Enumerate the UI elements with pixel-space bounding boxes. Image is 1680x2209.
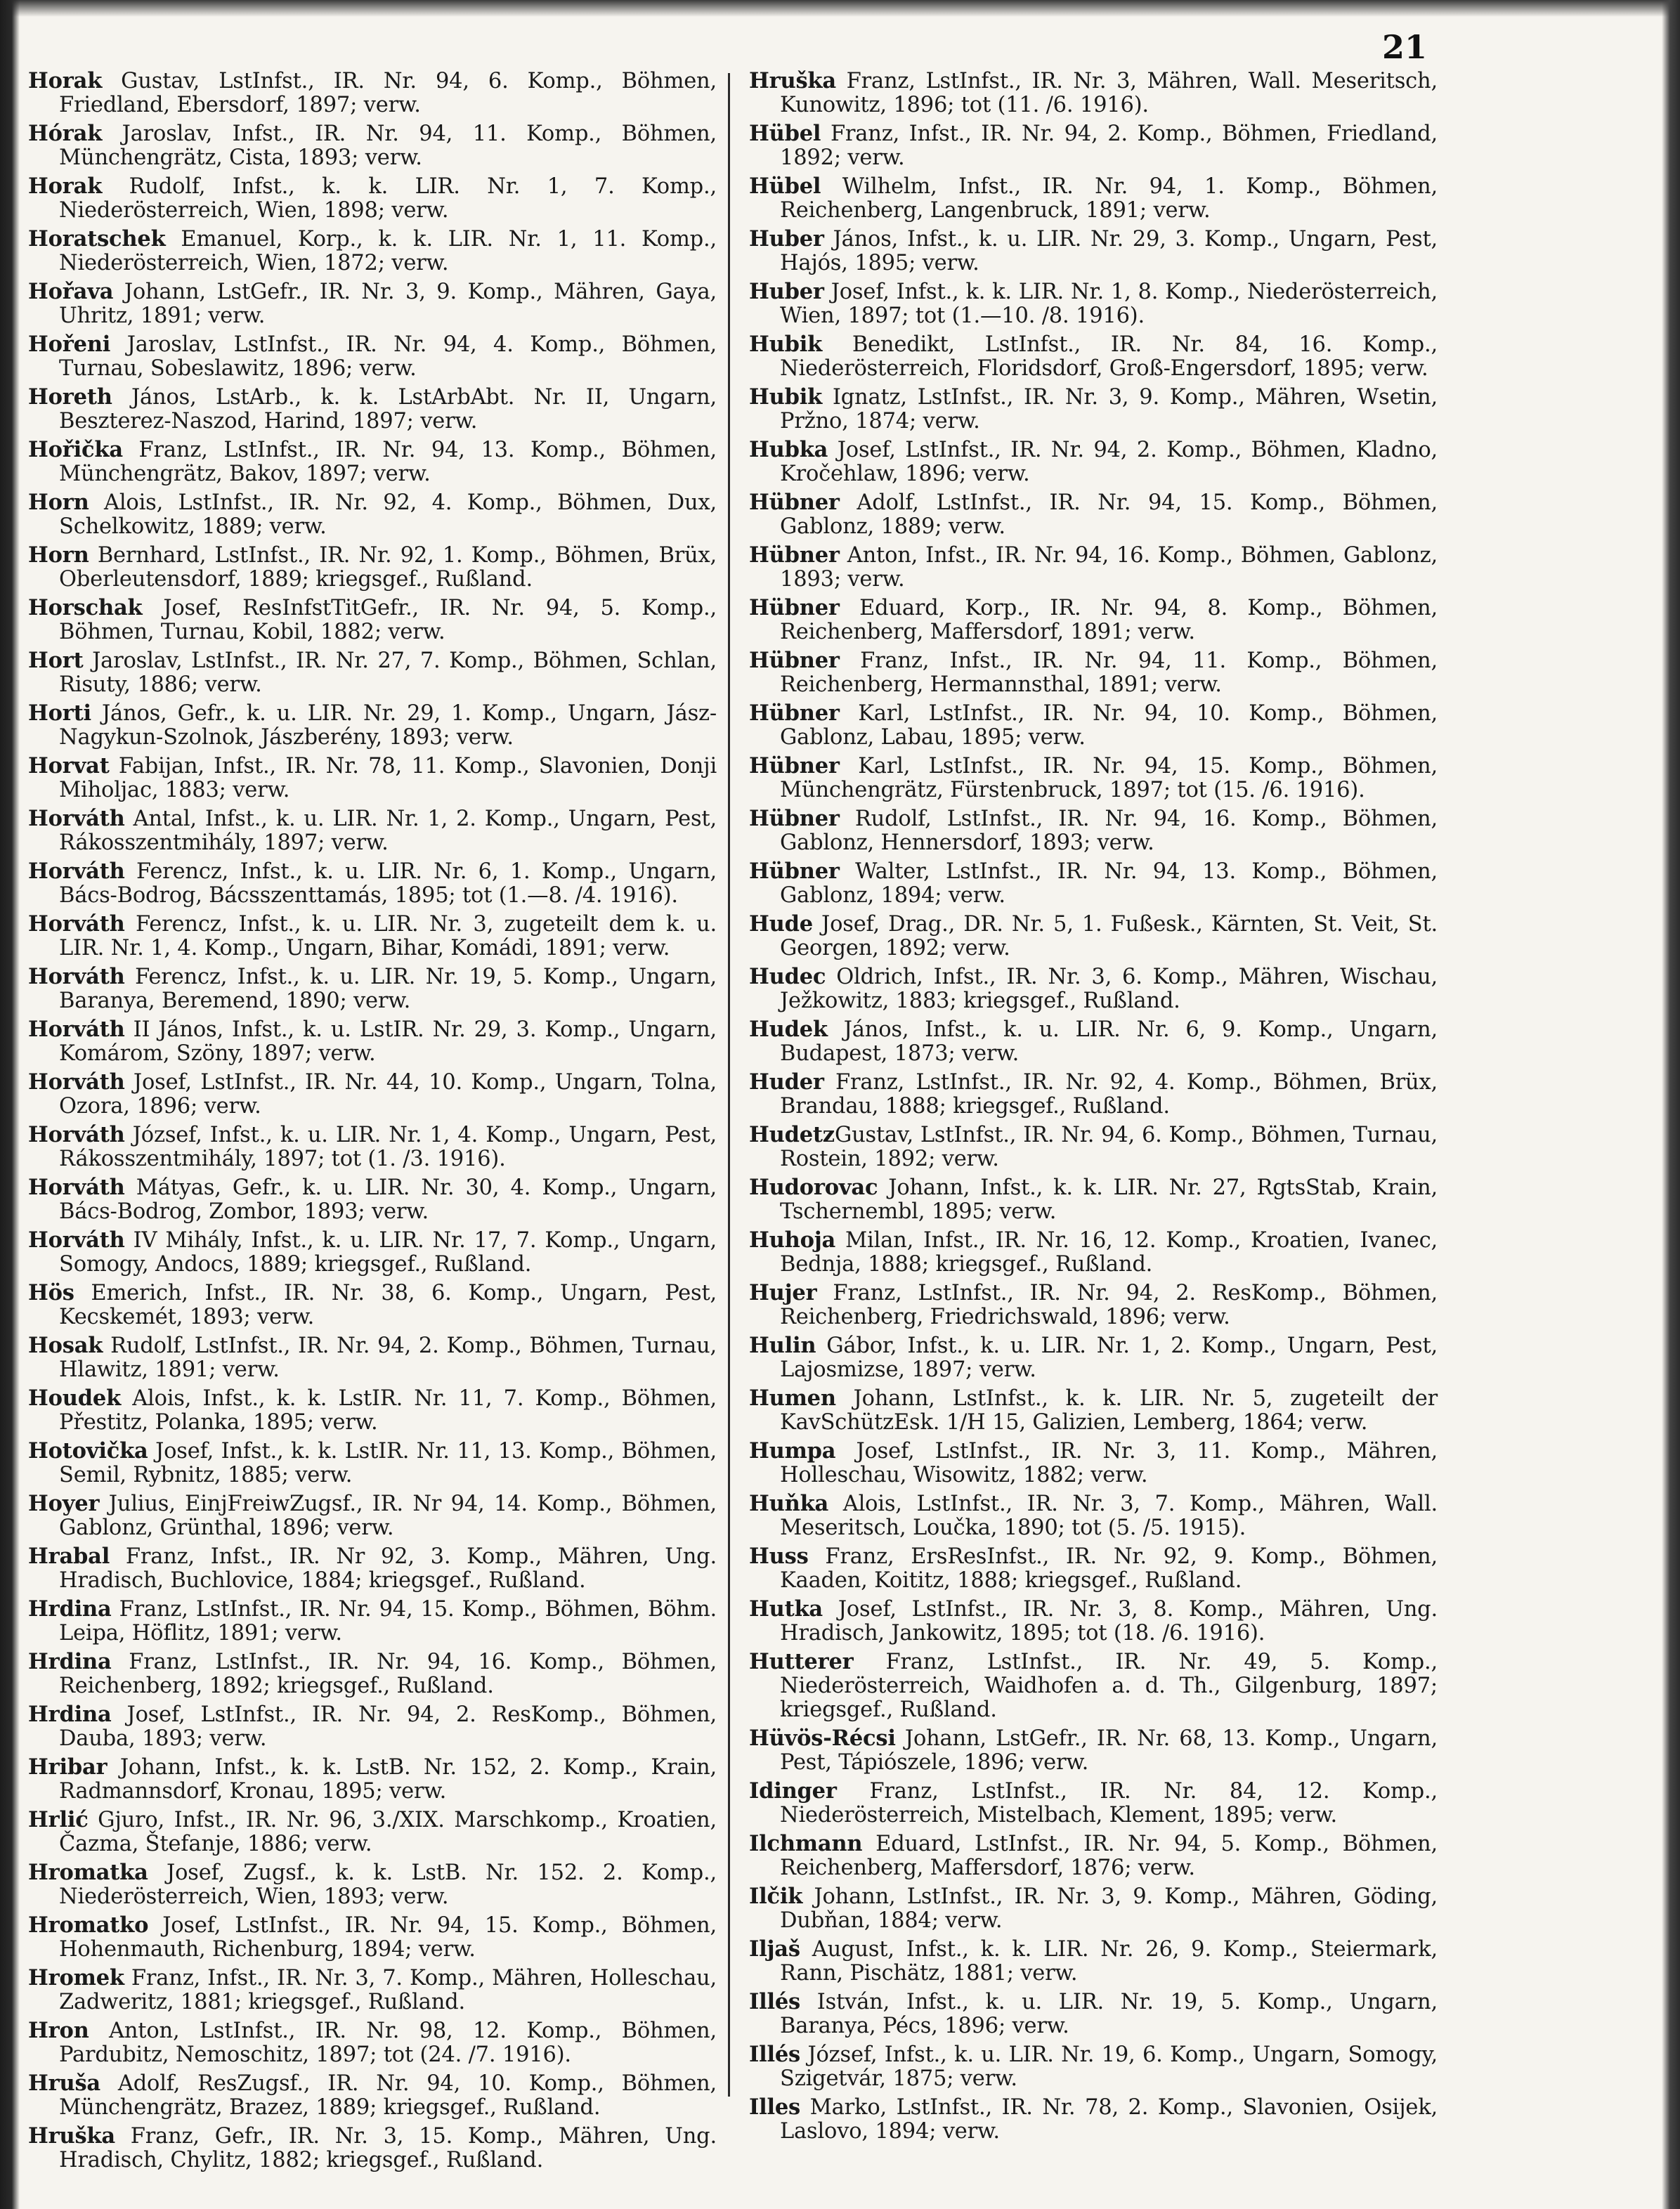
entry-surname: Horváth bbox=[28, 964, 125, 989]
list-item bbox=[749, 227, 1438, 275]
entry-surname: Horváth bbox=[28, 1017, 125, 1042]
list-item bbox=[28, 1913, 717, 1962]
right-column bbox=[749, 69, 1438, 2148]
page-number: 21 bbox=[1381, 28, 1427, 66]
list-item bbox=[749, 649, 1438, 697]
entry-surname: Hübner bbox=[749, 648, 840, 673]
entry-details: Adolf, LstInfst., IR. Nr. 94, 15. Komp., Böhmen, Gablonz, 1889; verw. bbox=[780, 490, 1438, 539]
list-item bbox=[28, 490, 717, 539]
entry-details: Bernhard, LstInfst., IR. Nr. 92, 1. Komp., Böhmen, Brüx, Oberleutensdorf, 1889; kriegsgef., Rußland. bbox=[59, 543, 717, 592]
list-item bbox=[28, 965, 717, 1013]
entry-details: Josef, LstInfst., IR. Nr. 94, 2. Komp., Böhmen, Kladno, Kročehlaw, 1896; verw. bbox=[780, 438, 1438, 486]
list-item bbox=[28, 174, 717, 223]
entry-surname: Horváth bbox=[28, 1175, 125, 1200]
entry-surname: Hrdina bbox=[28, 1649, 112, 1674]
entry-surname: Hotovička bbox=[28, 1438, 148, 1464]
scan-shadow-left bbox=[0, 0, 20, 2209]
entry-details: Ignatz, LstInfst., IR. Nr. 3, 9. Komp., Mähren, Wsetin, Pržno, 1874; verw. bbox=[780, 385, 1438, 434]
entry-surname: Hořava bbox=[28, 279, 114, 304]
entry-surname: Hübel bbox=[749, 174, 821, 199]
list-item bbox=[28, 122, 717, 170]
entry-details: Josef, Infst., k. k. LIR. Nr. 1, 8. Komp., Niederösterreich, Wien, 1897; tot (1.—10. /8. 1916). bbox=[780, 280, 1438, 328]
entry-details: Jaroslav, Infst., IR. Nr. 94, 11. Komp., Böhmen, Münchengrätz, Cista, 1893; verw. bbox=[59, 122, 717, 170]
list-item bbox=[749, 1439, 1438, 1487]
list-item bbox=[749, 754, 1438, 802]
entry-surname: Hrlić bbox=[28, 1807, 89, 1832]
entry-surname: Hös bbox=[28, 1280, 74, 1305]
list-item bbox=[28, 1702, 717, 1751]
list-item bbox=[749, 1650, 1438, 1722]
entry-details: Josef, ResInfstTitGefr., IR. Nr. 94, 5. Komp., Böhmen, Turnau, Kobil, 1882; verw. bbox=[59, 596, 717, 644]
entry-details: Eduard, LstInfst., IR. Nr. 94, 5. Komp., Böhmen, Reichenberg, Maffersdorf, 1876; verw. bbox=[780, 1832, 1438, 1880]
entry-surname: Humpa bbox=[749, 1438, 836, 1464]
entry-surname: Hübel bbox=[749, 121, 821, 146]
list-item bbox=[28, 912, 717, 960]
list-item bbox=[749, 385, 1438, 434]
entry-surname: Hořeni bbox=[28, 332, 111, 357]
entry-details: Franz, LstInfst., IR. Nr. 92, 4. Komp., Böhmen, Brüx, Brandau, 1888; kriegsgef., Rußland. bbox=[780, 1070, 1438, 1119]
entry-surname: Horváth bbox=[28, 1069, 125, 1095]
entry-surname: Humen bbox=[749, 1386, 836, 1411]
list-item bbox=[749, 1070, 1438, 1119]
entry-surname: Hron bbox=[28, 2018, 89, 2043]
list-item bbox=[749, 1123, 1438, 1171]
entry-surname: Hübner bbox=[749, 490, 840, 515]
entry-details: Anton, Infst., IR. Nr. 94, 16. Komp., Böhmen, Gablonz, 1893; verw. bbox=[780, 543, 1438, 592]
list-item bbox=[749, 1937, 1438, 1986]
list-item bbox=[28, 280, 717, 328]
list-item bbox=[28, 227, 717, 275]
entry-details: Franz, LstInfst., IR. Nr. 49, 5. Komp., Niederösterreich, Waidhofen a. d. Th., Gilgenburg, 1897; kriegsgef., Rußland. bbox=[780, 1650, 1438, 1722]
entry-surname: Horn bbox=[28, 490, 89, 515]
entry-details: August, Infst., k. k. LIR. Nr. 26, 9. Komp., Steiermark, Rann, Pischätz, 1881; verw. bbox=[780, 1937, 1438, 1986]
entry-details: István, Infst., k. u. LIR. Nr. 19, 5. Komp., Ungarn, Baranya, Pécs, 1896; verw. bbox=[780, 1990, 1438, 2038]
entry-surname: Horak bbox=[28, 68, 103, 93]
entry-surname: Hruša bbox=[28, 2071, 100, 2096]
list-item bbox=[749, 1726, 1438, 1775]
entry-surname: Hort bbox=[28, 648, 84, 673]
list-item bbox=[749, 332, 1438, 381]
entry-details: Alois, LstInfst., IR. Nr. 92, 4. Komp., Böhmen, Dux, Schelkowitz, 1889; verw. bbox=[59, 490, 717, 539]
entry-surname: Horak bbox=[28, 174, 103, 199]
list-item bbox=[749, 965, 1438, 1013]
entry-surname: Hudorovac bbox=[749, 1175, 878, 1200]
entry-surname: Hubik bbox=[749, 384, 823, 410]
list-item bbox=[749, 807, 1438, 855]
list-item bbox=[28, 649, 717, 697]
entry-details: Rudolf, Infst., k. k. LIR. Nr. 1, 7. Komp., Niederösterreich, Wien, 1898; verw. bbox=[59, 174, 717, 223]
list-item bbox=[28, 701, 717, 750]
list-item bbox=[749, 122, 1438, 170]
list-item bbox=[28, 1281, 717, 1329]
left-column bbox=[28, 69, 717, 2177]
entry-details: Franz, Infst., IR. Nr 92, 3. Komp., Mähren, Ung. Hradisch, Buchlovice, 1884; kriegsgef., Rußland. bbox=[59, 1544, 717, 1593]
list-item bbox=[28, 1228, 717, 1277]
entry-details: Franz, LstInfst., IR. Nr. 94, 15. Komp., Böhmen, Böhm. Leipa, Höflitz, 1891; verw. bbox=[59, 1597, 717, 1646]
entry-surname: Hübner bbox=[749, 753, 840, 778]
list-item bbox=[28, 754, 717, 802]
entry-surname: Hrdina bbox=[28, 1702, 112, 1727]
entry-details: Gustav, LstInfst., IR. Nr. 94, 6. Komp., Böhmen, Friedland, Ebersdorf, 1897; verw. bbox=[59, 69, 717, 117]
entry-surname: Horváth bbox=[28, 911, 125, 937]
list-item bbox=[28, 1650, 717, 1698]
entry-surname: Horvat bbox=[28, 753, 110, 778]
list-item bbox=[28, 1070, 717, 1119]
entry-details: Johann, LstInfst., IR. Nr. 3, 9. Komp., Mähren, Göding, Dubňan, 1884; verw. bbox=[780, 1884, 1438, 1933]
entry-surname: Hubka bbox=[749, 437, 828, 462]
entry-details: Josef, Infst., k. k. LstIR. Nr. 11, 13. Komp., Böhmen, Semil, Rybnitz, 1885; verw. bbox=[59, 1439, 717, 1487]
entry-details: IV Mihály, Infst., k. u. LIR. Nr. 17, 7. Komp., Ungarn, Somogy, Andocs, 1889; kriegsgef., Rußland. bbox=[59, 1228, 717, 1277]
entry-details: Rudolf, LstInfst., IR. Nr. 94, 2. Komp., Böhmen, Turnau, Hlawitz, 1891; verw. bbox=[59, 1334, 717, 1382]
list-item bbox=[749, 1334, 1438, 1382]
list-item bbox=[749, 2095, 1438, 2144]
entry-surname: Hromatka bbox=[28, 1860, 148, 1885]
entry-surname: Huhoja bbox=[749, 1227, 836, 1253]
entry-details: Gjuro, Infst., IR. Nr. 96, 3./XIX. Marschkomp., Kroatien, Čazma, Štefanje, 1886; verw. bbox=[59, 1808, 717, 1856]
list-item bbox=[749, 1228, 1438, 1277]
entry-details: János, Infst., k. u. LIR. Nr. 6, 9. Komp., Ungarn, Budapest, 1873; verw. bbox=[780, 1017, 1438, 1066]
entry-surname: Hribar bbox=[28, 1754, 108, 1780]
entry-surname: Hujer bbox=[749, 1280, 817, 1305]
list-item bbox=[28, 1123, 717, 1171]
entry-surname: Hořička bbox=[28, 437, 123, 462]
entry-surname: Horatschek bbox=[28, 226, 166, 252]
list-item bbox=[28, 1334, 717, 1382]
entry-details: Walter, LstInfst., IR. Nr. 94, 13. Komp., Böhmen, Gablonz, 1894; verw. bbox=[780, 859, 1438, 908]
entry-surname: Hruška bbox=[749, 68, 836, 93]
list-item bbox=[28, 385, 717, 434]
entry-details: Mátyas, Gefr., k. u. LIR. Nr. 30, 4. Komp., Ungarn, Bács-Bodrog, Zombor, 1893; verw. bbox=[59, 1175, 717, 1224]
entry-surname: Hulin bbox=[749, 1333, 816, 1358]
list-item bbox=[749, 1779, 1438, 1827]
list-item bbox=[749, 1492, 1438, 1540]
entry-surname: Hübner bbox=[749, 542, 840, 568]
list-item bbox=[28, 1492, 717, 1540]
list-item bbox=[28, 438, 717, 486]
entry-details: Adolf, ResZugsf., IR. Nr. 94, 10. Komp., Böhmen, Münchengrätz, Brazez, 1889; kriegsgef., Rußland. bbox=[59, 2071, 717, 2120]
entry-surname: Horn bbox=[28, 542, 89, 568]
list-item bbox=[749, 1884, 1438, 1933]
list-item bbox=[28, 543, 717, 592]
entry-details: Josef, LstInfst., IR. Nr. 3, 11. Komp., Mähren, Holleschau, Wisowitz, 1882; verw. bbox=[780, 1439, 1438, 1487]
entry-surname: Hromek bbox=[28, 1965, 124, 1990]
list-item bbox=[749, 69, 1438, 117]
entry-details: Josef, LstInfst., IR. Nr. 94, 15. Komp., Böhmen, Hohenmauth, Richenburg, 1894; verw. bbox=[59, 1913, 717, 1962]
entry-details: Franz, LstInfst., IR. Nr. 84, 12. Komp., Niederösterreich, Mistelbach, Klement, 1895; verw. bbox=[780, 1779, 1438, 1827]
list-item bbox=[749, 596, 1438, 644]
list-item bbox=[749, 1544, 1438, 1593]
entry-details: Josef, Zugsf., k. k. LstB. Nr. 152. 2. Komp., Niederösterreich, Wien, 1893; verw. bbox=[59, 1861, 717, 1909]
entry-surname: Hübner bbox=[749, 595, 840, 620]
entry-surname: Iljaš bbox=[749, 1936, 800, 1962]
entry-details: Franz, Infst., IR. Nr. 94, 2. Komp., Böhmen, Friedland, 1892; verw. bbox=[780, 122, 1438, 170]
list-item bbox=[28, 2071, 717, 2120]
list-item bbox=[749, 543, 1438, 592]
list-item bbox=[28, 1544, 717, 1593]
list-item bbox=[28, 1808, 717, 1856]
entry-surname: Illés bbox=[749, 1989, 801, 2014]
entry-details: Josef, LstInfst., IR. Nr. 44, 10. Komp., Ungarn, Tolna, Ozora, 1896; verw. bbox=[59, 1070, 717, 1119]
entry-surname: Horváth bbox=[28, 859, 125, 884]
entry-surname: Houdek bbox=[28, 1386, 121, 1411]
entry-surname: Hutka bbox=[749, 1596, 823, 1622]
entry-surname: Hubik bbox=[749, 332, 823, 357]
entry-details: Julius, EinjFreiwZugsf., IR. Nr 94, 14. Komp., Böhmen, Gablonz, Grünthal, 1896; verw. bbox=[59, 1492, 717, 1540]
entry-details: Wilhelm, Infst., IR. Nr. 94, 1. Komp., Böhmen, Reichenberg, Langenbruck, 1891; verw. bbox=[780, 174, 1438, 223]
entry-details: Benedikt, LstInfst., IR. Nr. 84, 16. Komp., Niederösterreich, Floridsdorf, Groß-Engersdorf, 1895; verw. bbox=[780, 332, 1438, 381]
entry-details: Fabijan, Infst., IR. Nr. 78, 11. Komp., Slavonien, Donji Miholjac, 1883; verw. bbox=[59, 754, 717, 802]
list-item bbox=[749, 859, 1438, 908]
entry-surname: Hosak bbox=[28, 1333, 103, 1358]
entry-surname: Horschak bbox=[28, 595, 143, 620]
list-item bbox=[28, 1966, 717, 2014]
entry-details: Marko, LstInfst., IR. Nr. 78, 2. Komp., Slavonien, Osijek, Laslovo, 1894; verw. bbox=[780, 2095, 1438, 2144]
list-item bbox=[28, 1175, 717, 1224]
entry-details: Alois, Infst., k. k. LstIR. Nr. 11, 7. Komp., Böhmen, Přestitz, Polanka, 1895; verw. bbox=[59, 1386, 717, 1435]
list-item bbox=[749, 1990, 1438, 2038]
entry-details: Josef, Drag., DR. Nr. 5, 1. Fußesk., Kärnten, St. Veit, St. Georgen, 1892; verw. bbox=[780, 912, 1438, 960]
entry-surname: Huber bbox=[749, 279, 824, 304]
entry-details: János, Infst., k. u. LIR. Nr. 29, 3. Komp., Ungarn, Pest, Hajós, 1895; verw. bbox=[780, 227, 1438, 275]
list-item bbox=[28, 1017, 717, 1066]
entry-details: Antal, Infst., k. u. LIR. Nr. 1, 2. Komp., Ungarn, Pest, Rákosszentmihály, 1897; verw. bbox=[59, 807, 717, 855]
entry-details: Gustav, LstInfst., IR. Nr. 94, 6. Komp., Böhmen, Turnau, Rostein, 1892; verw. bbox=[780, 1123, 1438, 1171]
list-item bbox=[749, 1017, 1438, 1066]
entry-details: Oldrich, Infst., IR. Nr. 3, 6. Komp., Mähren, Wischau, Ježkowitz, 1883; kriegsgef., Rußland. bbox=[780, 965, 1438, 1013]
entry-details: Rudolf, LstInfst., IR. Nr. 94, 16. Komp., Böhmen, Gablonz, Hennersdorf, 1893; verw. bbox=[780, 807, 1438, 855]
scan-shadow-top bbox=[0, 0, 1680, 17]
entry-surname: Hrdina bbox=[28, 1596, 112, 1622]
list-item bbox=[28, 1439, 717, 1487]
entry-details: József, Infst., k. u. LIR. Nr. 19, 6. Komp., Ungarn, Somogy, Szigetvár, 1875; verw. bbox=[780, 2042, 1438, 2091]
list-item bbox=[28, 2019, 717, 2067]
entry-details: Johann, LstGefr., IR. Nr. 68, 13. Komp., Ungarn, Pest, Tápiószele, 1896; verw. bbox=[780, 1726, 1438, 1775]
entry-surname: Huber bbox=[749, 226, 824, 252]
entry-surname: Hudec bbox=[749, 964, 826, 989]
entry-surname: Hórak bbox=[28, 121, 103, 146]
entry-details: Karl, LstInfst., IR. Nr. 94, 10. Komp., Böhmen, Gablonz, Labau, 1895; verw. bbox=[780, 701, 1438, 750]
entry-details: Karl, LstInfst., IR. Nr. 94, 15. Komp., Böhmen, Münchengrätz, Fürstenbruck, 1897; tot (15. /6. 1916). bbox=[780, 754, 1438, 802]
entry-details: Jaroslav, LstInfst., IR. Nr. 27, 7. Komp., Böhmen, Schlan, Risuty, 1886; verw. bbox=[59, 649, 717, 697]
scan-shadow-right bbox=[1662, 0, 1680, 2209]
list-item bbox=[28, 807, 717, 855]
entry-details: Ferencz, Infst., k. u. LIR. Nr. 6, 1. Komp., Ungarn, Bács-Bodrog, Bácsszenttamás, 1895; tot (1.—8. /4. 1916). bbox=[59, 859, 717, 908]
entry-surname: Hromatko bbox=[28, 1912, 149, 1938]
list-item bbox=[749, 1175, 1438, 1224]
entry-surname: Hude bbox=[749, 911, 813, 937]
list-item bbox=[749, 701, 1438, 750]
list-item bbox=[749, 1386, 1438, 1435]
entry-surname: Ilchmann bbox=[749, 1831, 863, 1856]
list-item bbox=[28, 1755, 717, 1804]
entry-details: Alois, LstInfst., IR. Nr. 3, 7. Komp., Mähren, Wall. Meseritsch, Loučka, 1890; tot (5. /5. 1915). bbox=[780, 1492, 1438, 1540]
entry-details: Josef, LstInfst., IR. Nr. 3, 8. Komp., Mähren, Ung. Hradisch, Jankowitz, 1895; tot (18. /6. 1916). bbox=[780, 1597, 1438, 1646]
entry-details: Eduard, Korp., IR. Nr. 94, 8. Komp., Böhmen, Reichenberg, Maffersdorf, 1891; verw. bbox=[780, 596, 1438, 644]
list-item bbox=[28, 596, 717, 644]
entry-details: Franz, ErsResInfst., IR. Nr. 92, 9. Komp., Böhmen, Kaaden, Koititz, 1888; kriegsgef., Rußland. bbox=[780, 1544, 1438, 1593]
entry-surname: Horváth bbox=[28, 1122, 125, 1147]
list-item bbox=[749, 438, 1438, 486]
list-item bbox=[28, 1386, 717, 1435]
entry-details: Ferencz, Infst., k. u. LIR. Nr. 3, zugeteilt dem k. u. LIR. Nr. 1, 4. Komp., Ungarn, Bihar, Komádi, 1891; verw. bbox=[59, 912, 717, 960]
entry-details: Franz, LstInfst., IR. Nr. 94, 2. ResKomp., Böhmen, Reichenberg, Friedrichswald, 1896; verw. bbox=[780, 1281, 1438, 1329]
entry-surname: Hoyer bbox=[28, 1491, 100, 1516]
list-item bbox=[749, 174, 1438, 223]
entry-surname: Illés bbox=[749, 2042, 801, 2067]
entry-surname: Ilčik bbox=[749, 1884, 803, 1909]
entry-details: Johann, LstGefr., IR. Nr. 3, 9. Komp., Mähren, Gaya, Uhritz, 1891; verw. bbox=[59, 280, 717, 328]
entry-surname: Hüvös-Récsi bbox=[749, 1726, 896, 1751]
list-item bbox=[749, 490, 1438, 539]
entry-surname: Hruška bbox=[28, 2123, 115, 2149]
entry-details: Franz, Infst., IR. Nr. 94, 11. Komp., Böhmen, Reichenberg, Hermannsthal, 1891; verw. bbox=[780, 649, 1438, 697]
entry-surname: Hrabal bbox=[28, 1544, 110, 1569]
entry-details: Milan, Infst., IR. Nr. 16, 12. Komp., Kroatien, Ivanec, Bednja, 1888; kriegsgef., Rußland. bbox=[780, 1228, 1438, 1277]
entry-details: József, Infst., k. u. LIR. Nr. 1, 4. Komp., Ungarn, Pest, Rákosszentmihály, 1897; tot (1. /3. 1916). bbox=[59, 1123, 717, 1171]
entry-details: Ferencz, Infst., k. u. LIR. Nr. 19, 5. Komp., Ungarn, Baranya, Beremend, 1890; verw. bbox=[59, 965, 717, 1013]
entry-details: Jaroslav, LstInfst., IR. Nr. 94, 4. Komp., Böhmen, Turnau, Sobeslawitz, 1896; verw. bbox=[59, 332, 717, 381]
list-item bbox=[28, 2124, 717, 2172]
entry-surname: Horváth bbox=[28, 806, 125, 831]
list-item bbox=[749, 280, 1438, 328]
entry-details: Johann, LstInfst., k. k. LIR. Nr. 5, zugeteilt der KavSchützEsk. 1/H 15, Galizien, Lemberg, 1864; verw. bbox=[780, 1386, 1438, 1435]
entry-details: János, Gefr., k. u. LIR. Nr. 29, 1. Komp., Ungarn, Jász-Nagykun-Szolnok, Jászberény, 1893; verw. bbox=[59, 701, 717, 750]
entry-details: Josef, LstInfst., IR. Nr. 94, 2. ResKomp., Böhmen, Dauba, 1893; verw. bbox=[59, 1702, 717, 1751]
entry-details: Franz, LstInfst., IR. Nr. 94, 13. Komp., Böhmen, Münchengrätz, Bakov, 1897; verw. bbox=[59, 438, 717, 486]
entry-surname: Horti bbox=[28, 701, 91, 726]
entry-details: János, LstArb., k. k. LstArbAbt. Nr. II, Ungarn, Beszterez-Naszod, Harind, 1897; verw. bbox=[59, 385, 717, 434]
entry-surname: Idinger bbox=[749, 1778, 837, 1804]
list-item bbox=[749, 1597, 1438, 1646]
list-item bbox=[749, 2042, 1438, 2091]
entry-surname: Horváth bbox=[28, 1227, 125, 1253]
entry-surname: Huňka bbox=[749, 1491, 829, 1516]
entry-surname: Hutterer bbox=[749, 1649, 854, 1674]
list-item bbox=[28, 332, 717, 381]
entry-details: Emanuel, Korp., k. k. LIR. Nr. 1, 11. Komp., Niederösterreich, Wien, 1872; verw. bbox=[59, 227, 717, 275]
entry-details: Johann, Infst., k. k. LIR. Nr. 27, RgtsStab, Krain, Tschernembl, 1895; verw. bbox=[780, 1175, 1438, 1224]
list-item bbox=[28, 1861, 717, 1909]
entry-details: II János, Infst., k. u. LstIR. Nr. 29, 3. Komp., Ungarn, Komárom, Szöny, 1897; verw. bbox=[59, 1017, 717, 1066]
entry-surname: Horeth bbox=[28, 384, 112, 410]
column-divider bbox=[728, 73, 730, 2097]
list-item bbox=[749, 912, 1438, 960]
entry-surname: Illes bbox=[749, 2094, 801, 2120]
entry-details: Emerich, Infst., IR. Nr. 38, 6. Komp., Ungarn, Pest, Kecskemét, 1893; verw. bbox=[59, 1281, 717, 1329]
entry-surname: Hübner bbox=[749, 701, 840, 726]
entry-surname: Hudetz bbox=[749, 1122, 835, 1147]
entry-details: Franz, LstInfst., IR. Nr. 94, 16. Komp., Böhmen, Reichenberg, 1892; kriegsgef., Rußland. bbox=[59, 1650, 717, 1698]
entry-details: Franz, Gefr., IR. Nr. 3, 15. Komp., Mähren, Ung. Hradisch, Chylitz, 1882; kriegsgef., Rußland. bbox=[59, 2124, 717, 2172]
entry-details: Johann, Infst., k. k. LstB. Nr. 152, 2. Komp., Krain, Radmannsdorf, Kronau, 1895; verw. bbox=[59, 1755, 717, 1804]
entry-details: Franz, LstInfst., IR. Nr. 3, Mähren, Wall. Meseritsch, Kunowitz, 1896; tot (11. /6. 1916). bbox=[780, 69, 1438, 117]
list-item bbox=[749, 1832, 1438, 1880]
entry-details: Anton, LstInfst., IR. Nr. 98, 12. Komp., Böhmen, Pardubitz, Nemoschitz, 1897; tot (24. /7. 1916). bbox=[59, 2019, 717, 2067]
entry-surname: Huder bbox=[749, 1069, 824, 1095]
list-item bbox=[28, 69, 717, 117]
entry-details: Franz, Infst., IR. Nr. 3, 7. Komp., Mähren, Holleschau, Zadweritz, 1881; kriegsgef., Rußland. bbox=[59, 1966, 717, 2014]
entry-surname: Hübner bbox=[749, 806, 840, 831]
entry-surname: Hudek bbox=[749, 1017, 828, 1042]
entry-surname: Hübner bbox=[749, 859, 840, 884]
list-item bbox=[28, 1597, 717, 1646]
list-item bbox=[28, 859, 717, 908]
entry-details: Gábor, Infst., k. u. LIR. Nr. 1, 2. Komp., Ungarn, Pest, Lajosmizse, 1897; verw. bbox=[780, 1334, 1438, 1382]
list-item bbox=[749, 1281, 1438, 1329]
entry-surname: Huss bbox=[749, 1544, 809, 1569]
